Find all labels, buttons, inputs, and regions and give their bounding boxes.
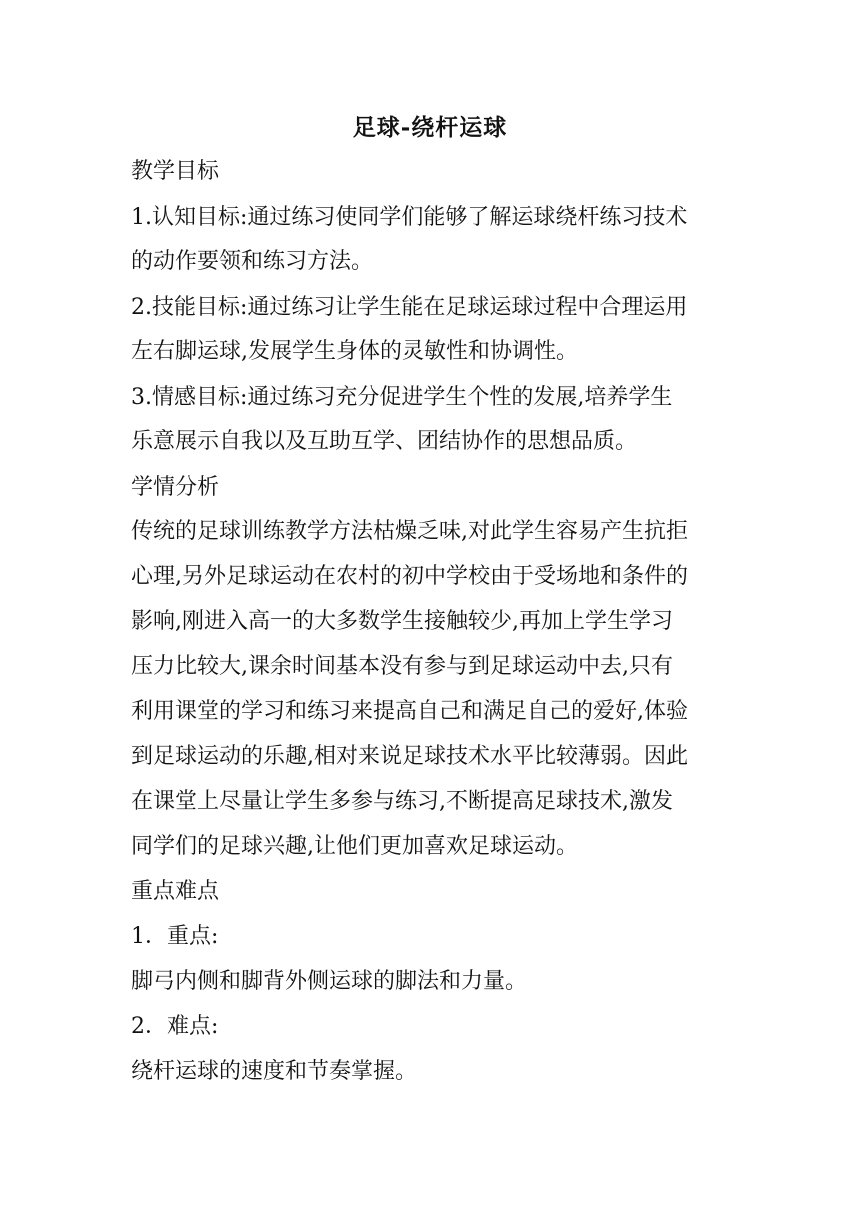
paragraph-line: 3.情感目标:通过练习充分促进学生个性的发展,培养学生 <box>131 385 673 410</box>
paragraph-line: 乐意展示自我以及互助互学、团结协作的思想品质。 <box>131 429 638 454</box>
list-item-label: 2．难点: <box>131 1014 219 1039</box>
list-item-label: 1．重点: <box>131 924 219 949</box>
paragraph-line: 压力比较大,课余时间基本没有参与到足球运动中去,只有 <box>131 654 673 679</box>
paragraph-line: 在课堂上尽量让学生多参与练习,不断提高足球技术,激发 <box>131 789 673 814</box>
paragraph-line: 传统的足球训练教学方法枯燥乏味,对此学生容易产生抗拒 <box>131 519 688 544</box>
document-title: 足球-绕杆运球 <box>352 114 508 141</box>
section-heading-key-points: 重点难点 <box>131 879 220 904</box>
section-heading-objectives: 教学目标 <box>131 159 220 184</box>
paragraph-line: 到足球运动的乐趣,相对来说足球技术水平比较薄弱。因此 <box>131 744 688 769</box>
paragraph-line: 影响,刚进入高一的大多数学生接触较少,再加上学生学习 <box>131 609 673 634</box>
paragraph-line: 心理,另外足球运动在农村的初中学校由于受场地和条件的 <box>131 564 688 589</box>
paragraph-line: 绕杆运球的速度和节奏掌握。 <box>131 1059 418 1084</box>
paragraph-line: 左右脚运球,发展学生身体的灵敏性和协调性。 <box>131 339 578 364</box>
paragraph-line: 利用课堂的学习和练习来提高自己和满足自己的爱好,体验 <box>131 699 688 724</box>
section-heading-analysis: 学情分析 <box>131 475 220 500</box>
paragraph-line: 的动作要领和练习方法。 <box>131 249 374 274</box>
paragraph-line: 1.认知目标:通过练习使同学们能够了解运球绕杆练习技术 <box>131 205 688 230</box>
paragraph-line: 同学们的足球兴趣,让他们更加喜欢足球运动。 <box>131 834 578 859</box>
paragraph-line: 2.技能目标:通过练习让学生能在足球运球过程中合理运用 <box>131 295 688 320</box>
paragraph-line: 脚弓内侧和脚背外侧运球的脚法和力量。 <box>131 969 528 994</box>
